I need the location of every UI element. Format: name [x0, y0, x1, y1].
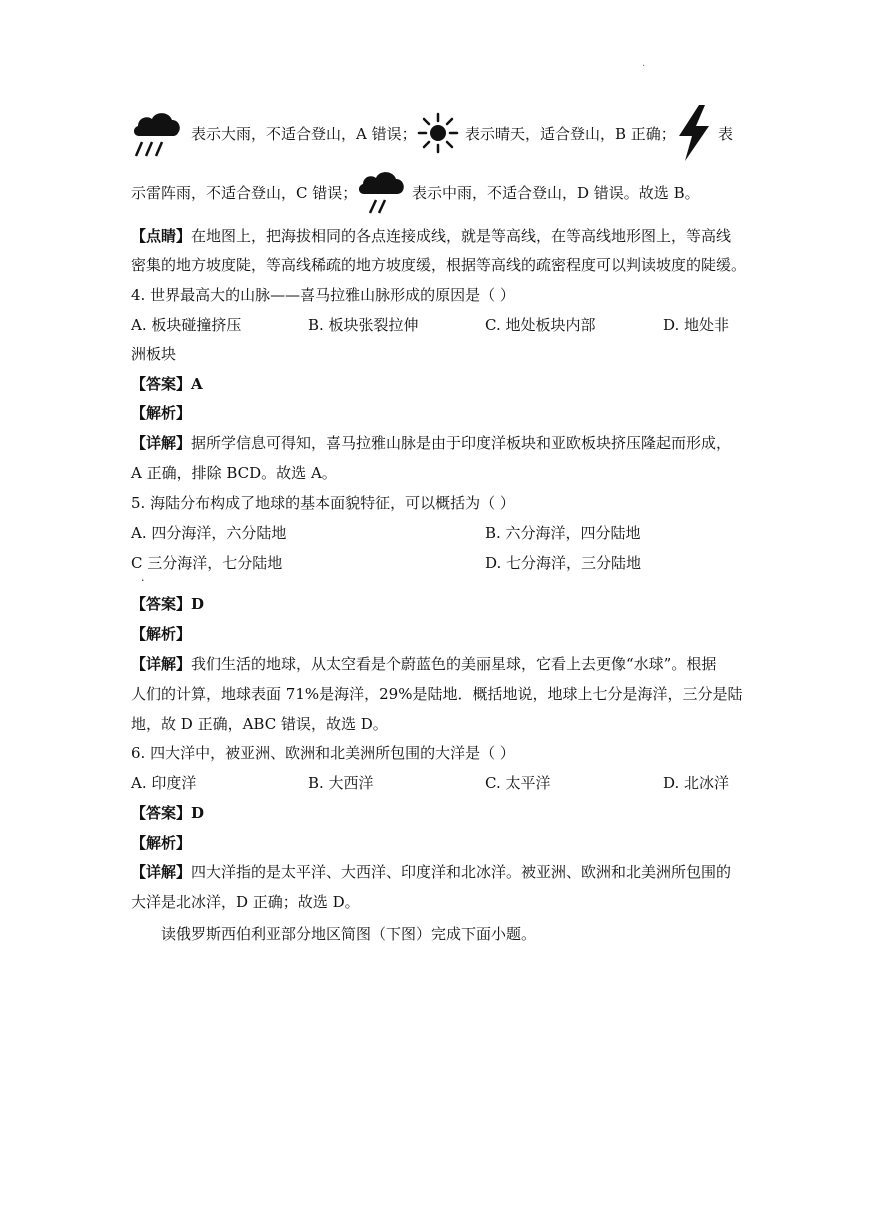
sunny-icon [417, 112, 459, 154]
weather-text-3: 表 [718, 125, 734, 143]
q6-option-b: B. 大西洋 [308, 774, 374, 792]
q5-stem: 5. 海陆分布构成了地球的基本面貌特征，可以概括为（ ） [131, 494, 515, 512]
q5-detail-tag: 【详解】 [131, 655, 192, 673]
q4-detail-1 [131, 433, 737, 453]
q4-option-d: D. 地处非 [663, 316, 730, 334]
q5-option-a: A. 四分海洋，六分陆地 [131, 524, 287, 542]
tip-text-1: 在地图上，把海拔相同的各点连接成线，就是等高线，在等高线地形图上，等高线 [191, 227, 732, 245]
q6-option-a: A. 印度洋 [131, 774, 197, 792]
q5-detail-1 [131, 654, 737, 674]
weather-text-4: 示雷阵雨，不适合登山，C 错误； [131, 184, 358, 202]
q4-stem: 4. 世界最高大的山脉——喜马拉雅山脉形成的原因是（ ） [131, 286, 515, 304]
weather-text-1: 表示大雨，不适合登山，A 错误； [191, 125, 417, 143]
q5-detail-2: 人们的计算，地球表面 71%是海洋，29%是陆地．概括地说，地球上七分是海洋，三分是陆 [131, 685, 743, 703]
q4-options [131, 315, 737, 335]
q6-analysis: 【解析】 [131, 834, 192, 852]
q5-options-row-1 [131, 523, 737, 543]
q4-analysis: 【解析】 [131, 404, 192, 422]
q4-detail-2: A 正确，排除 BCD。故选 A。 [131, 464, 337, 482]
q6-options [131, 773, 737, 793]
q6-detail-text-1: 四大洋指的是太平洋、大西洋、印度洋和北冰洋。被亚洲、欧洲和北美洲所包围的 [191, 863, 732, 881]
tip-line-1 [131, 226, 737, 246]
header-dot: . [642, 58, 646, 69]
q4-option-b: B. 板块张裂拉伸 [308, 316, 419, 334]
q4-detail-text-1: 据所学信息可得知，喜马拉雅山脉是由于印度洋板块和亚欧板块挤压隆起而形成， [191, 434, 732, 452]
q5-answer: 【答案】D [131, 595, 205, 613]
q6-detail-1 [131, 862, 737, 882]
moderate-rain-icon [356, 166, 406, 218]
q5-analysis: 【解析】 [131, 625, 192, 643]
q5-detail-text-1: 我们生活的地球，从太空看是个蔚蓝色的美丽星球，它看上去更像“水球”。根据 [191, 655, 717, 673]
q4-option-c: C. 地处板块内部 [485, 316, 596, 334]
q4-detail-tag: 【详解】 [131, 434, 192, 452]
q4-option-a: A. 板块碰撞挤压 [131, 316, 242, 334]
q6-stem: 6. 四大洋中，被亚洲、欧洲和北美洲所包围的大洋是（ ） [131, 744, 515, 762]
q5-options-row-2 [131, 553, 737, 573]
weather-text-5: 表示中雨，不适合登山，D 错误。故选 B。 [412, 184, 700, 202]
q6-option-c: C. 太平洋 [485, 774, 551, 792]
q6-detail-2: 大洋是北冰洋，D 正确；故选 D。 [131, 893, 360, 911]
tip-tag: 【点睛】 [131, 227, 192, 245]
weather-text-2: 表示晴天，适合登山，B 正确； [465, 125, 676, 143]
q6-answer: 【答案】D [131, 804, 205, 822]
q6-option-d: D. 北冰洋 [663, 774, 730, 792]
q5-option-d: D. 七分海洋，三分陆地 [485, 554, 642, 572]
tip-line-2: 密集的地方坡度陡，等高线稀疏的地方坡度缓，根据等高线的疏密程度可以判读坡度的陡缓。 [131, 256, 747, 274]
q4-option-d-cont: 洲板块 [131, 345, 177, 363]
stray-dot: · [141, 574, 145, 587]
q5-detail-3: 地，故 D 正确，ABC 错误，故选 D。 [131, 715, 388, 733]
thunderstorm-icon [675, 104, 713, 162]
intro-text: 读俄罗斯西伯利亚部分地区简图（下图）完成下面小题。 [161, 925, 537, 943]
q5-option-c: C 三分海洋，七分陆地 [131, 554, 283, 572]
q6-detail-tag: 【详解】 [131, 863, 192, 881]
q4-answer: 【答案】A [131, 375, 203, 393]
heavy-rain-icon [131, 106, 183, 160]
q5-option-b: B. 六分海洋，四分陆地 [485, 524, 641, 542]
